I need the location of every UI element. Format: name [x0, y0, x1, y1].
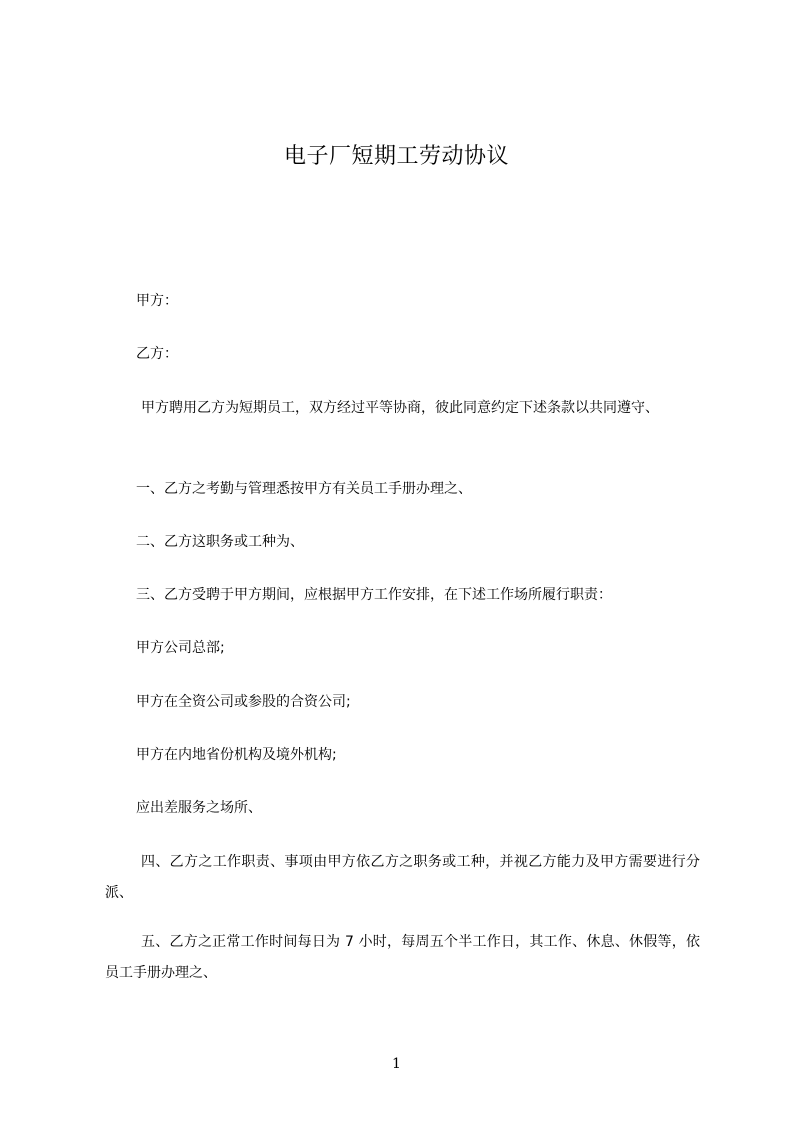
- clause-3: 三、乙方受聘于甲方期间，应根据甲方工作安排，在下述工作场所履行职责：: [136, 587, 612, 603]
- workplace-item-1: 甲方公司总部;: [136, 640, 225, 656]
- document-title: 电子厂短期工劳动协议: [283, 144, 509, 169]
- party-b-line: 乙方：: [136, 346, 178, 362]
- clause-5: 五、乙方之正常工作时间每日为 7 小时，每周五个半工作日，其工作、休息、休假等，依员工手册办理之、: [105, 934, 700, 981]
- clause-1: 一、乙方之考勤与管理悉按甲方有关员工手册办理之、: [136, 481, 472, 497]
- clause-4: 四、乙方之工作职责、事项由甲方依乙方之职务或工种，并视乙方能力及甲方需要进行分派、: [105, 854, 700, 901]
- preamble-paragraph: 甲方聘用乙方为短期员工，双方经过平等协商，彼此同意约定下述条款以共同遵守、: [141, 400, 659, 416]
- party-a-line: 甲方：: [136, 293, 178, 309]
- workplace-item-4: 应出差服务之场所、: [136, 800, 262, 816]
- page-number: 1: [392, 1056, 401, 1072]
- clause-2: 二、乙方这职务或工种为、: [136, 534, 304, 550]
- workplace-item-2: 甲方在全资公司或参股的合资公司;: [136, 694, 351, 710]
- workplace-item-3: 甲方在内地省份机构及境外机构;: [136, 747, 337, 763]
